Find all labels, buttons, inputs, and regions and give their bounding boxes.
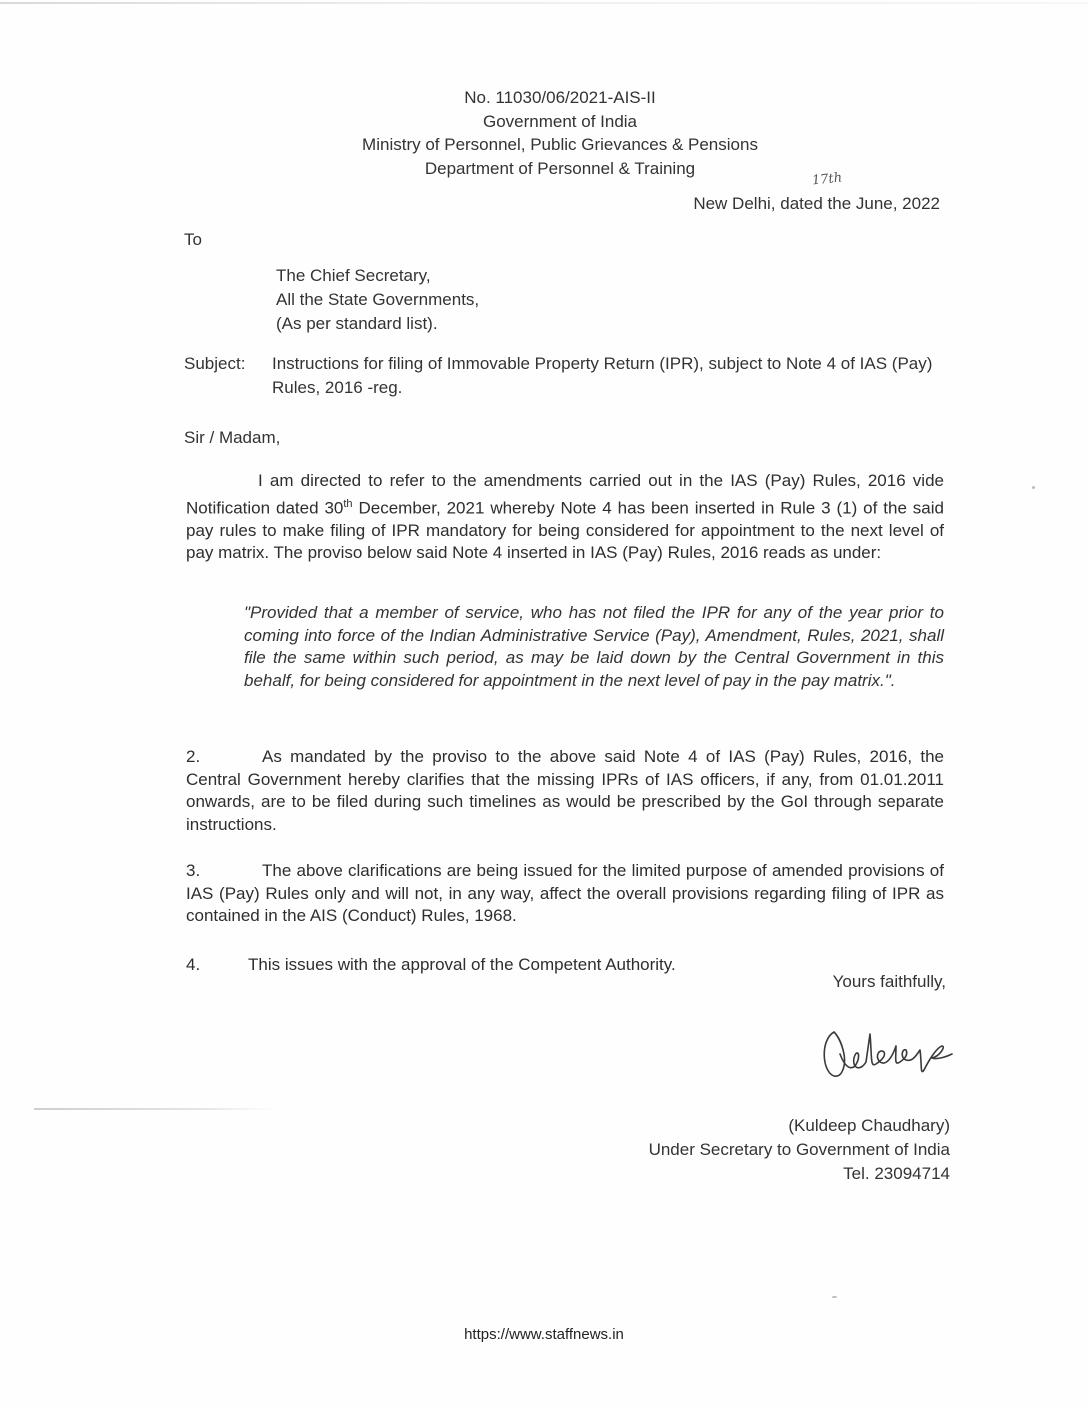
handwritten-date: 17th <box>811 170 843 189</box>
signatory-name: (Kuldeep Chaudhary) <box>788 1116 950 1135</box>
signatory-designation: Under Secretary to Government of India <box>648 1140 950 1159</box>
government-name: Government of India <box>482 111 638 131</box>
ordinal-suffix: th <box>343 497 353 510</box>
paragraph-number: 2. <box>186 747 201 766</box>
scan-speck <box>1032 486 1035 489</box>
closing-line: Yours faithfully, <box>832 972 946 991</box>
signatory-telephone: Tel. 23094714 <box>843 1164 950 1183</box>
dateline: New Delhi, dated the June, 2022 <box>693 194 940 213</box>
paragraph-3 <box>186 860 944 928</box>
letter-header <box>300 86 820 180</box>
paragraph-number: 4. <box>186 955 201 974</box>
paragraph-4-text: This issues with the approval of the Competent Authority. <box>248 955 676 974</box>
department-name: Department of Personnel & Training <box>424 158 696 178</box>
paragraph-1 <box>186 470 944 565</box>
recipient-line: The Chief Secretary, <box>276 266 431 285</box>
paragraph-number: 3. <box>186 861 201 880</box>
scan-artifact-line <box>34 1108 274 1110</box>
ministry-name: Ministry of Personnel, Public Grievances & Pensions <box>362 135 758 154</box>
subject-text: Instructions for filing of Immovable Property Return (IPR), subject to Note 4 of IAS (Pay) Rules, 2016 -reg. <box>272 354 933 397</box>
paragraph-3-text: The above clarifications are being issued for the limited purpose of amended provisions of IAS (Pay) Rules only and will not, in any way, affect the overall provisions regarding filing of IPR as contained in the AIS (Conduct) Rules, 1968. <box>186 861 944 925</box>
proviso-quote: "Provided that a member of service, who has not filed the IPR for any of the year prior to coming into force of the Indian Administrative Service (Pay), Amendment, Rules, 2021, shall file the same within such period, as may be laid down by the Central Government in this behalf, for being considered for appointment in the next level of pay in the pay matrix.". <box>244 603 944 690</box>
subject-label: Subject: <box>184 354 246 373</box>
paragraph-2-text: As mandated by the proviso to the above said Note 4 of IAS (Pay) Rules, 2016, the Central Government hereby clarifies that the missing IPRs of IAS officers, if any, from 01.01.2011 onwards, are to be filed during such timelines as would be prescribed by the GoI through separate instructions. <box>186 747 944 834</box>
paragraph-1-text-cont: December, 2021 whereby Note 4 has been inserted in Rule 3 (1) of the said pay rules to make filing of IPR mandatory for being considered for appointment to the next level of pay matrix. The proviso below said Note 4 inserted in IAS (Pay) Rules, 2016 reads as under: <box>186 498 944 563</box>
recipient-line: (As per standard list). <box>276 314 438 333</box>
to-label: To <box>184 230 202 249</box>
recipient-line: All the State Governments, <box>276 290 480 309</box>
file-number: No. 11030/06/2021-AIS-II <box>464 88 656 107</box>
recipient-block <box>276 264 479 336</box>
handwritten-signature <box>812 1010 962 1090</box>
paragraph-1-text: I am directed to refer to the amendments carried out in the IAS (Pay) Rules, 2016 vide Notification dated 30 <box>186 471 944 518</box>
scan-speck <box>832 1296 837 1298</box>
signatory-block <box>560 1114 950 1186</box>
footer-url[interactable]: https://www.staffnews.in <box>464 1326 624 1343</box>
scan-edge-line <box>0 2 1088 4</box>
paragraph-2 <box>186 746 944 836</box>
salutation: Sir / Madam, <box>184 428 281 447</box>
